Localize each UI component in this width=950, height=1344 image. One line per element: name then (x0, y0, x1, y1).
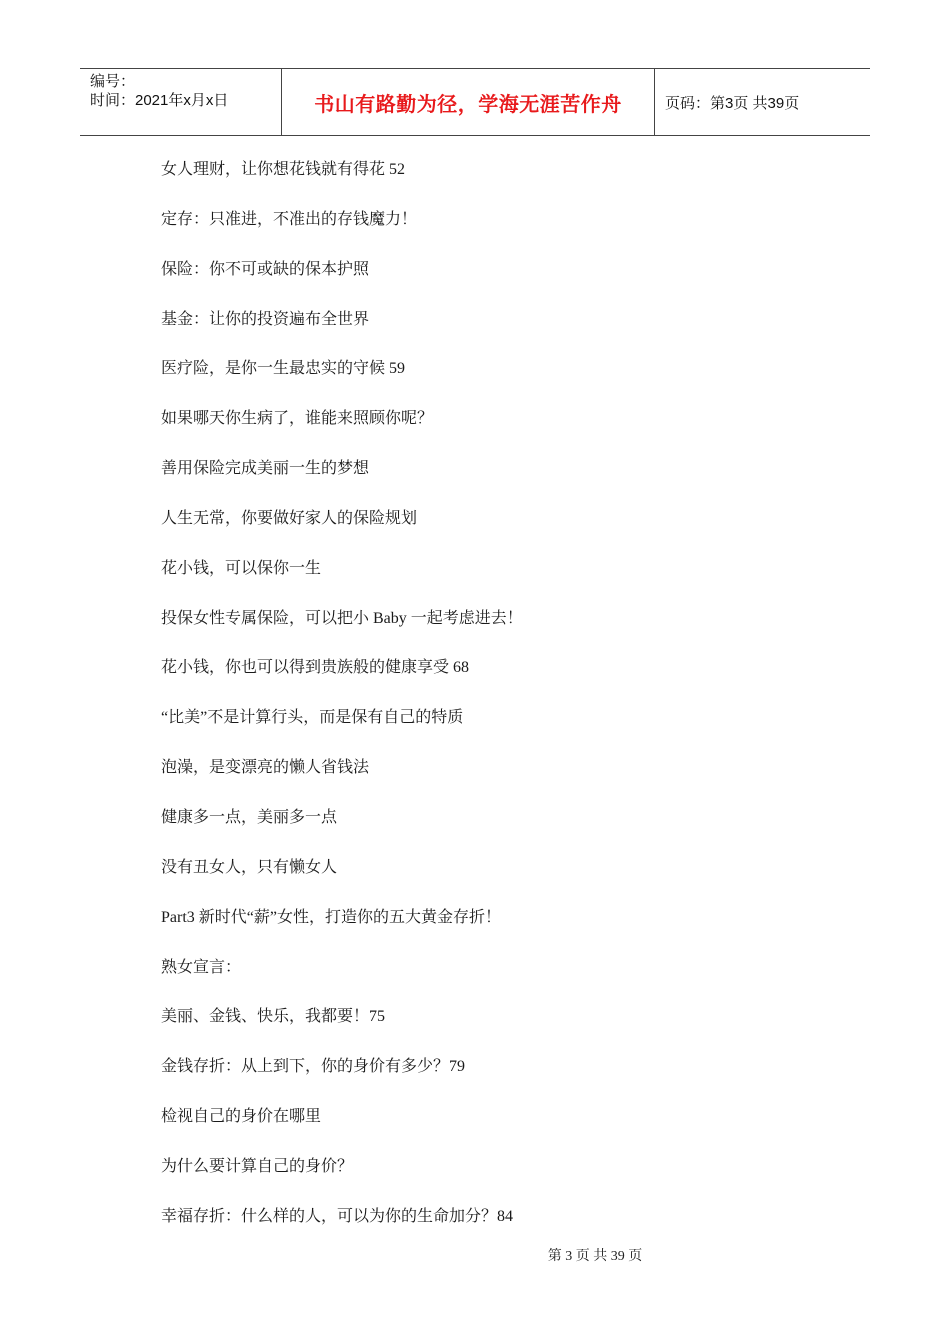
toc-item: 花小钱，你也可以得到贵族般的健康享受 68 (161, 659, 470, 677)
toc-item: 定存：只准进，不准出的存钱魔力！ (161, 210, 418, 228)
toc-item: 检视自己的身价在哪里 (161, 1108, 322, 1126)
toc-item: 金钱存折：从上到下，你的身价有多少？79 (161, 1058, 466, 1076)
toc-item: 熟女宣言： (161, 958, 242, 976)
toc-item: 泡澡，是变漂亮的懒人省钱法 (161, 759, 370, 777)
toc-item: 为什么要计算自己的身价？ (161, 1157, 354, 1175)
date-label: 时间：2021年x月x日 (90, 92, 229, 109)
toc-item: 保险：你不可或缺的保本护照 (161, 260, 370, 278)
footer-page-number: 第 3 页 共 39 页 (547, 1249, 643, 1264)
toc-item: 基金：让你的投资遍布全世界 (161, 310, 370, 328)
toc-item: 医疗险，是你一生最忠实的守候 59 (161, 360, 406, 378)
toc-item: 健康多一点，美丽多一点 (161, 808, 338, 826)
header-motto: 书山有路勤为径，学海无涯苦作舟 (282, 69, 655, 135)
toc-item: “比美”不是计算行头，而是保有自己的特质 (161, 709, 464, 727)
toc-item: 人生无常，你要做好家人的保险规划 (161, 509, 418, 527)
toc-item: 没有丑女人，只有懒女人 (161, 858, 338, 876)
header-meta (80, 69, 282, 135)
toc-item: 善用保险完成美丽一生的梦想 (161, 460, 370, 478)
number-label: 编号： (90, 73, 136, 90)
toc-item: 投保女性专属保险，可以把小 Baby 一起考虑进去！ (161, 609, 523, 627)
toc-item: 美丽、金钱、快乐，我都要！75 (161, 1008, 386, 1026)
page-footer (0, 1245, 950, 1265)
toc-item: 幸福存折：什么样的人，可以为你的生命加分？84 (161, 1207, 514, 1225)
toc-item: 花小钱，可以保你一生 (161, 559, 322, 577)
page-header (80, 68, 870, 136)
toc-item: 如果哪天你生病了，谁能来照顾你呢？ (161, 410, 434, 428)
toc-item: 女人理财，让你想花钱就有得花 52 (161, 161, 406, 178)
toc-item: Part3 新时代“薪”女性，打造你的五大黄金存折！ (161, 908, 501, 926)
header-page-info: 页码：第3页 共39页 (665, 94, 800, 112)
toc-list (161, 158, 801, 1255)
